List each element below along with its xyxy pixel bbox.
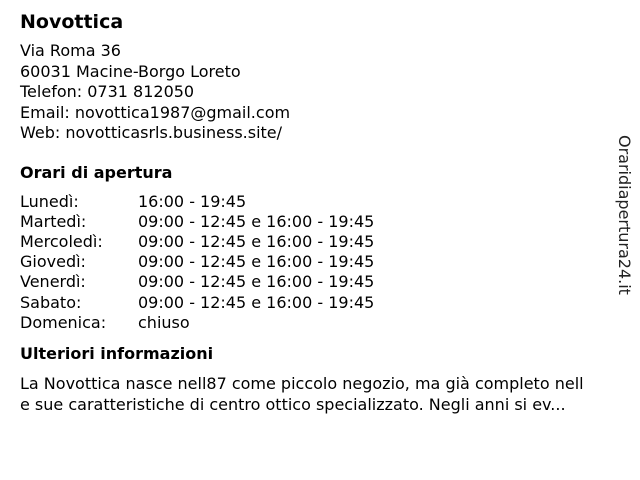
hours-day: Lunedì: — [20, 191, 79, 211]
hours-day: Giovedì: — [20, 252, 86, 272]
address-city: 60031 Macine-Borgo Loreto — [20, 61, 241, 81]
business-name: Novottica — [20, 11, 124, 33]
hours-time: 09:00 - 12:45 e 16:00 - 19:45 — [138, 252, 375, 272]
hours-time: chiuso — [138, 312, 190, 332]
hours-day: Mercoledì: — [20, 231, 103, 251]
business-card — [20, 10, 610, 415]
hours-row — [20, 293, 610, 313]
hours-row — [20, 212, 610, 232]
hours-day: Domenica: — [20, 312, 107, 332]
hours-row — [20, 232, 610, 252]
email-line: Email: novottica1987@gmail.com — [20, 102, 291, 122]
info-description-line-2: e sue caratteristiche di centro ottico specializzato. Negli anni si ev... — [20, 394, 566, 414]
address-street: Via Roma 36 — [20, 41, 121, 60]
hours-day: Venerdì: — [20, 272, 86, 292]
hours-time: 09:00 - 12:45 e 16:00 - 19:45 — [138, 231, 375, 251]
info-heading: Ulteriori informazioni — [20, 343, 214, 363]
web-line: Web: novotticasrls.business.site/ — [20, 123, 283, 142]
hours-row — [20, 313, 610, 333]
watermark-text: Oraridiapertura24.it — [615, 135, 634, 295]
hours-row — [20, 272, 610, 292]
hours-heading: Orari di apertura — [20, 162, 173, 182]
hours-day: Martedì: — [20, 211, 87, 231]
hours-time: 09:00 - 12:45 e 16:00 - 19:45 — [138, 211, 375, 231]
hours-time: 16:00 - 19:45 — [138, 191, 247, 211]
hours-row — [20, 252, 610, 272]
info-description-line-1: La Novottica nasce nell87 come piccolo negozio, ma già completo nell — [20, 373, 584, 393]
hours-table — [20, 192, 610, 333]
hours-day: Sabato: — [20, 292, 82, 312]
hours-time: 09:00 - 12:45 e 16:00 - 19:45 — [138, 292, 375, 312]
hours-time: 09:00 - 12:45 e 16:00 - 19:45 — [138, 272, 375, 292]
site-watermark — [612, 135, 636, 310]
phone-line: Telefon: 0731 812050 — [20, 82, 195, 101]
hours-row — [20, 192, 610, 212]
